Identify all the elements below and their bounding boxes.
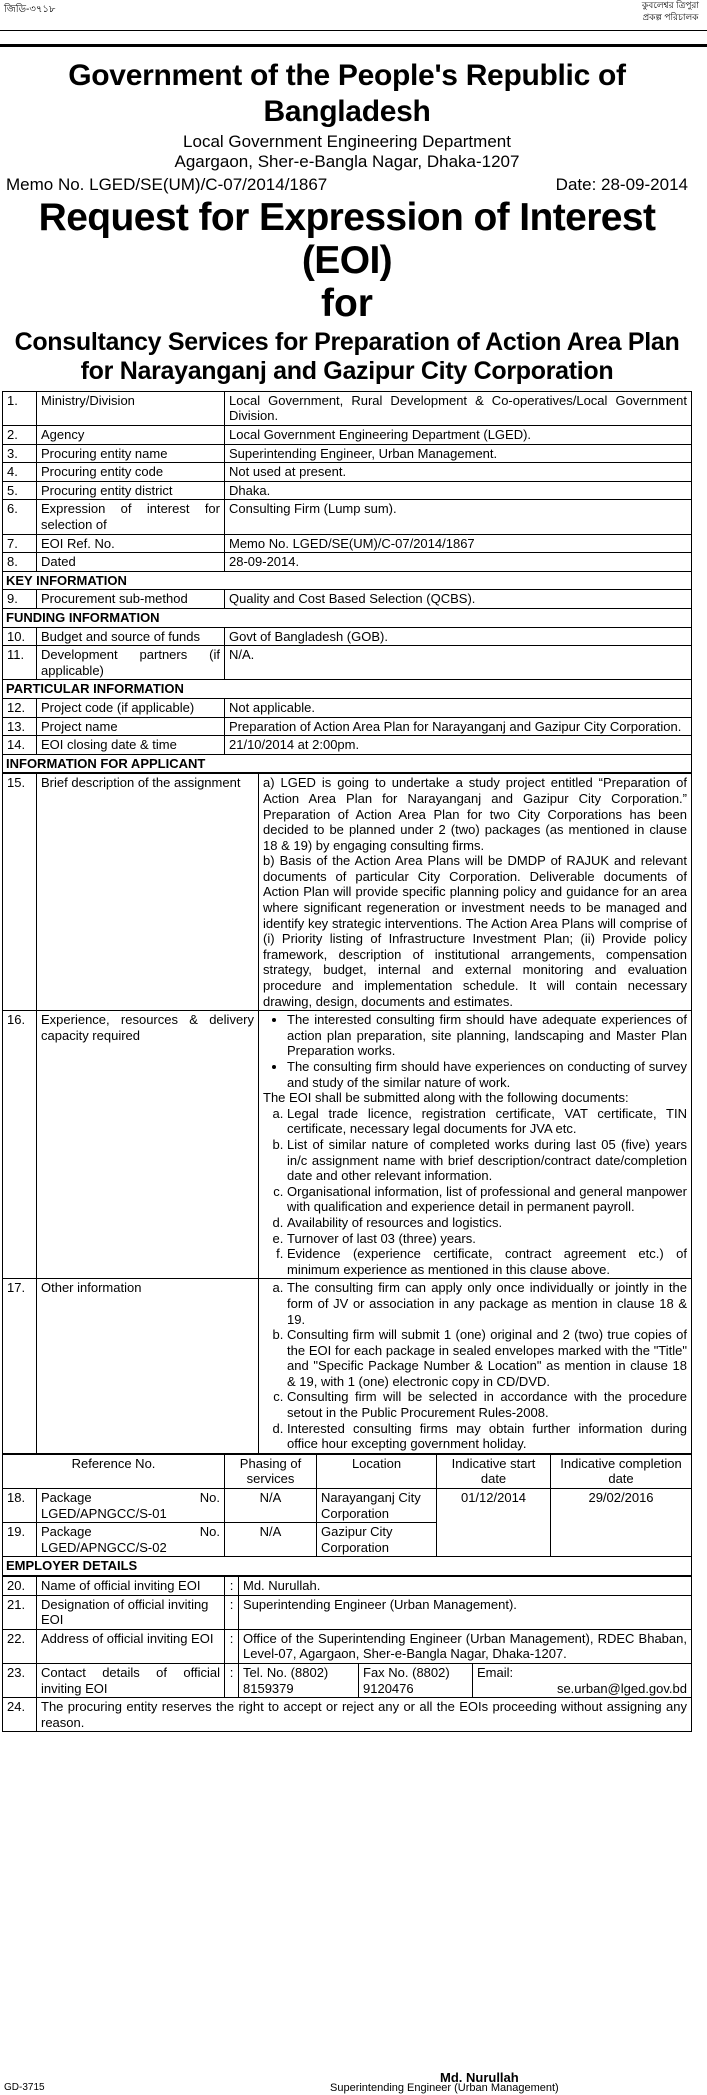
column-header: Reference No. xyxy=(3,1454,225,1488)
eoi-notice xyxy=(2,50,692,1732)
package-start-date: 01/12/2014 xyxy=(437,1489,551,1557)
row-number: 2. xyxy=(3,426,37,445)
table-row xyxy=(3,1663,692,1697)
other-info-list xyxy=(263,1280,687,1452)
gd-code-footer: GD-3715 xyxy=(4,2082,45,2093)
row-value: Local Government, Rural Development & Co-operatives/Local Government Division. xyxy=(225,391,692,425)
column-header: Indicative start date xyxy=(437,1454,551,1488)
column-header: Indicative completion date xyxy=(551,1454,692,1488)
row-value xyxy=(259,1279,692,1454)
signatory-designation: Superintending Engineer (Urban Management) xyxy=(330,2082,559,2094)
signature-block xyxy=(0,2070,707,2094)
row-number: 13. xyxy=(3,717,37,736)
stamp-title: প্রকল্প পরিচালক xyxy=(642,11,699,22)
table-row xyxy=(3,1279,692,1454)
row-number: 17. xyxy=(3,1279,37,1454)
colon-separator: : xyxy=(225,1663,239,1697)
table-row xyxy=(3,627,692,646)
list-item: d. Availability of resources and logistics. xyxy=(287,1215,687,1231)
column-header: Phasing of services xyxy=(225,1454,317,1488)
row-number: 3. xyxy=(3,444,37,463)
row-number: 5. xyxy=(3,481,37,500)
signatory-name: Md. Nurullah xyxy=(440,2070,519,2085)
list-item: • The consulting firm should have experiences on conducting of survey and study of the similar nature of work. xyxy=(287,1059,687,1090)
column-header: Location xyxy=(317,1454,437,1488)
table-row xyxy=(3,500,692,534)
row-number: 23. xyxy=(3,1663,37,1697)
table-row xyxy=(3,1489,692,1523)
row-label: Experience, resources & delivery capacity required xyxy=(37,1011,259,1279)
package-reference: Package No. LGED/APNGCC/S-01 xyxy=(37,1489,225,1523)
row-value: Md. Nurullah. xyxy=(239,1577,692,1596)
package-reference: Package No. LGED/APNGCC/S-02 xyxy=(37,1523,225,1557)
table-row xyxy=(3,426,692,445)
row-label: Development partners (if applicable) xyxy=(37,646,225,680)
table-row xyxy=(3,1011,692,1279)
eoi-title: Request for Expression of Interest (EOI) xyxy=(38,196,656,283)
description-paragraph-a: a) LGED is going to undertake a study project entitled “Preparation of Action Area Plan for Narayanganj and Gazipur City Corporation.” Preparation of Action Area Plan for two City Corporations has been decided to be planned under 2 (two) packages (as mentioned in clause 18 & 19) by engaging consulting firms. xyxy=(263,775,687,853)
list-item: • The interested consulting firm should have adequate experiences of action plan preparation, site planning, landscaping and Master Plan Preparation works. xyxy=(287,1012,687,1059)
section-key-information: KEY INFORMATION xyxy=(3,571,692,590)
row-label: Brief description of the assignment xyxy=(37,774,259,1011)
department-name: Local Government Engineering Department xyxy=(183,132,511,151)
top-strip xyxy=(0,0,707,40)
package-phasing: N/A xyxy=(225,1489,317,1523)
government-title: Government of the People's Republic of Bangladesh xyxy=(68,59,626,128)
project-director-stamp xyxy=(642,0,699,23)
row-value xyxy=(259,1011,692,1279)
applicant-table xyxy=(2,773,692,1454)
stamp-name: কুবলেশ্বর ত্রিপুরা xyxy=(641,0,699,10)
list-item: e. Turnover of last 03 (three) years. xyxy=(287,1231,687,1247)
table-row xyxy=(3,1698,692,1732)
row-value: Preparation of Action Area Plan for Narayanganj and Gazipur City Corporation. xyxy=(225,717,692,736)
contact-email-label: Email: xyxy=(477,1664,514,1680)
package-phasing: N/A xyxy=(225,1523,317,1557)
colon-separator: : xyxy=(225,1629,239,1663)
row-number: 6. xyxy=(3,500,37,534)
row-value: Dhaka. xyxy=(225,481,692,500)
section-header xyxy=(3,1557,692,1576)
list-item: b. List of similar nature of completed works during last 05 (five) years in/c assignment name with brief description/contract date/completion date and other relevant information. xyxy=(287,1137,687,1184)
row-number: 9. xyxy=(3,590,37,609)
row-label: Dated xyxy=(37,553,225,572)
contact-email: se.urban@lged.gov.bd xyxy=(556,1680,687,1696)
row-value: 21/10/2014 at 2:00pm. xyxy=(225,736,692,755)
disclaimer-text: The procuring entity reserves the right to accept or reject any or all the EOIs proceeding without assigning any reason. xyxy=(37,1698,692,1732)
section-particular-information: PARTICULAR INFORMATION xyxy=(3,680,692,699)
package-header-row xyxy=(3,1454,692,1488)
row-number: 18. xyxy=(3,1489,37,1523)
row-number: 22. xyxy=(3,1629,37,1663)
row-value: Consulting Firm (Lump sum). xyxy=(225,500,692,534)
section-header xyxy=(3,754,692,773)
row-value: Not used at present. xyxy=(225,463,692,482)
section-header xyxy=(3,571,692,590)
contact-telephone: Tel. No. (8802) 8159379 xyxy=(239,1663,359,1697)
eoi-table xyxy=(2,391,692,773)
section-header xyxy=(3,608,692,627)
row-number: 10. xyxy=(3,627,37,646)
row-value: Not applicable. xyxy=(225,698,692,717)
row-number: 15. xyxy=(3,774,37,1011)
row-label: Procuring entity district xyxy=(37,481,225,500)
section-header xyxy=(3,680,692,699)
colon-separator: : xyxy=(225,1577,239,1596)
table-row xyxy=(3,736,692,755)
row-number: 11. xyxy=(3,646,37,680)
row-label: EOI Ref. No. xyxy=(37,534,225,553)
table-row xyxy=(3,1595,692,1629)
row-label: Procuring entity name xyxy=(37,444,225,463)
memo-row xyxy=(2,175,692,195)
contact-fax: Fax No. (8802) 9120476 xyxy=(359,1663,473,1697)
section-funding-information: FUNDING INFORMATION xyxy=(3,608,692,627)
row-value: Local Government Engineering Department (LGED). xyxy=(225,426,692,445)
list-item: b. Consulting firm will submit 1 (one) original and 2 (two) true copies of the EOI for each package in sealed envelopes marked with the "Title" and "Specific Package Number & Location" as mention in clause 18 & 19, with 1 (one) electronic copy in CD/DVD. xyxy=(287,1327,687,1389)
employer-table xyxy=(2,1576,692,1732)
row-value: 28-09-2014. xyxy=(225,553,692,572)
table-row xyxy=(3,1629,692,1663)
table-row xyxy=(3,481,692,500)
memo-date: Date: 28-09-2014 xyxy=(555,174,688,194)
documents-intro: The EOI shall be submitted along with the following documents: xyxy=(263,1090,629,1106)
row-label: Project code (if applicable) xyxy=(37,698,225,717)
table-row xyxy=(3,774,692,1011)
row-number: 24. xyxy=(3,1698,37,1732)
row-label: Designation of official inviting EOI xyxy=(37,1595,225,1629)
row-label: Procurement sub-method xyxy=(37,590,225,609)
table-row xyxy=(3,553,692,572)
colon-separator: : xyxy=(225,1595,239,1629)
table-row xyxy=(3,391,692,425)
row-label: Expression of interest for selection of xyxy=(37,500,225,534)
list-item: d. Interested consulting firms may obtain further information during office hour excepting government holiday. xyxy=(287,1421,687,1452)
row-value: Superintending Engineer (Urban Management). xyxy=(239,1595,692,1629)
memo-number: Memo No. LGED/SE(UM)/C-07/2014/1867 xyxy=(6,174,328,194)
row-label: Name of official inviting EOI xyxy=(37,1577,225,1596)
package-table xyxy=(2,1454,692,1576)
table-row xyxy=(3,717,692,736)
row-label: Budget and source of funds xyxy=(37,627,225,646)
documents-list xyxy=(263,1106,687,1278)
table-row xyxy=(3,534,692,553)
row-number: 16. xyxy=(3,1011,37,1279)
row-number: 7. xyxy=(3,534,37,553)
row-label: Project name xyxy=(37,717,225,736)
row-value: N/A. xyxy=(225,646,692,680)
section-employer-details: EMPLOYER DETAILS xyxy=(3,1557,692,1576)
row-number: 8. xyxy=(3,553,37,572)
row-value: Quality and Cost Based Selection (QCBS). xyxy=(225,590,692,609)
experience-bullets xyxy=(263,1012,687,1090)
row-value: Memo No. LGED/SE(UM)/C-07/2014/1867 xyxy=(225,534,692,553)
row-label: Agency xyxy=(37,426,225,445)
row-value xyxy=(259,774,692,1011)
row-number: 20. xyxy=(3,1577,37,1596)
section-information-for-applicant: INFORMATION FOR APPLICANT xyxy=(3,754,692,773)
row-label: EOI closing date & time xyxy=(37,736,225,755)
table-row xyxy=(3,698,692,717)
package-location: Gazipur City Corporation xyxy=(317,1523,437,1557)
description-paragraph-b: b) Basis of the Action Area Plans will be DMDP of RAJUK and relevant documents of particular City Corporation. Deliverable documents of Action Plan will provide specific planning policy and guidance for an area where significant regeneration or investment needs to be managed and identify key strategic interventions. The Action Area Plans will comprise of (i) Priority listing of Infrastructure Investment Plan; (ii) Provide policy framework, description of institutional arrangements, compensation strategy, budget, internal and external monitoring and evaluation procedure and implementation schedule. It will contain necessary drawing, design, documents and estimates. xyxy=(263,853,687,1009)
list-item: c. Organisational information, list of professional and general manpower with qualification and experience detail in permanent payroll. xyxy=(287,1184,687,1215)
list-item: a. The consulting firm can apply only once individually or jointly in the form of JV or association in any package as mention in clause 18 & 19. xyxy=(287,1280,687,1327)
top-divider xyxy=(0,30,707,31)
row-label: Ministry/Division xyxy=(37,391,225,425)
package-completion-date: 29/02/2016 xyxy=(551,1489,692,1557)
row-label: Procuring entity code xyxy=(37,463,225,482)
list-item: a. Legal trade licence, registration certificate, VAT certificate, TIN certificate, necessary legal documents for JVA etc. xyxy=(287,1106,687,1137)
row-number: 19. xyxy=(3,1523,37,1557)
department-address: Agargaon, Sher-e-Bangla Nagar, Dhaka-1207 xyxy=(174,152,520,172)
table-row xyxy=(3,590,692,609)
row-label: Address of official inviting EOI xyxy=(37,1629,225,1663)
table-row xyxy=(3,444,692,463)
row-label: Other information xyxy=(37,1279,259,1454)
row-number: 12. xyxy=(3,698,37,717)
row-value: Office of the Superintending Engineer (Urban Management), RDEC Bhaban, Level-07, Agargaon, Sher-e-Bangla Nagar, Dhaka-1207. xyxy=(239,1629,692,1663)
package-location: Narayanganj City Corporation xyxy=(317,1489,437,1523)
row-number: 1. xyxy=(3,391,37,425)
contact-email-cell xyxy=(473,1663,692,1697)
consultancy-title: Consultancy Services for Preparation of Action Area Plan for Narayanganj and Gazipur City Corporation xyxy=(14,327,680,386)
list-item: c. Consulting firm will be selected in accordance with the procedure setout in the Public Procurement Rules-2008. xyxy=(287,1389,687,1420)
row-value: Govt of Bangladesh (GOB). xyxy=(225,627,692,646)
table-row xyxy=(3,463,692,482)
table-row xyxy=(3,646,692,680)
row-label: Contact details of official inviting EOI xyxy=(37,1663,225,1697)
row-number: 21. xyxy=(3,1595,37,1629)
row-number: 14. xyxy=(3,736,37,755)
table-row xyxy=(3,1577,692,1596)
eoi-title-for: for xyxy=(321,281,373,325)
list-item: f. Evidence (experience certificate, contract agreement etc.) of minimum experience as mentioned in this clause above. xyxy=(287,1246,687,1277)
row-value: Superintending Engineer, Urban Management. xyxy=(225,444,692,463)
gd-code: জিডি-৩৭১৮ xyxy=(4,4,56,15)
row-number: 4. xyxy=(3,463,37,482)
thick-divider xyxy=(0,44,707,47)
